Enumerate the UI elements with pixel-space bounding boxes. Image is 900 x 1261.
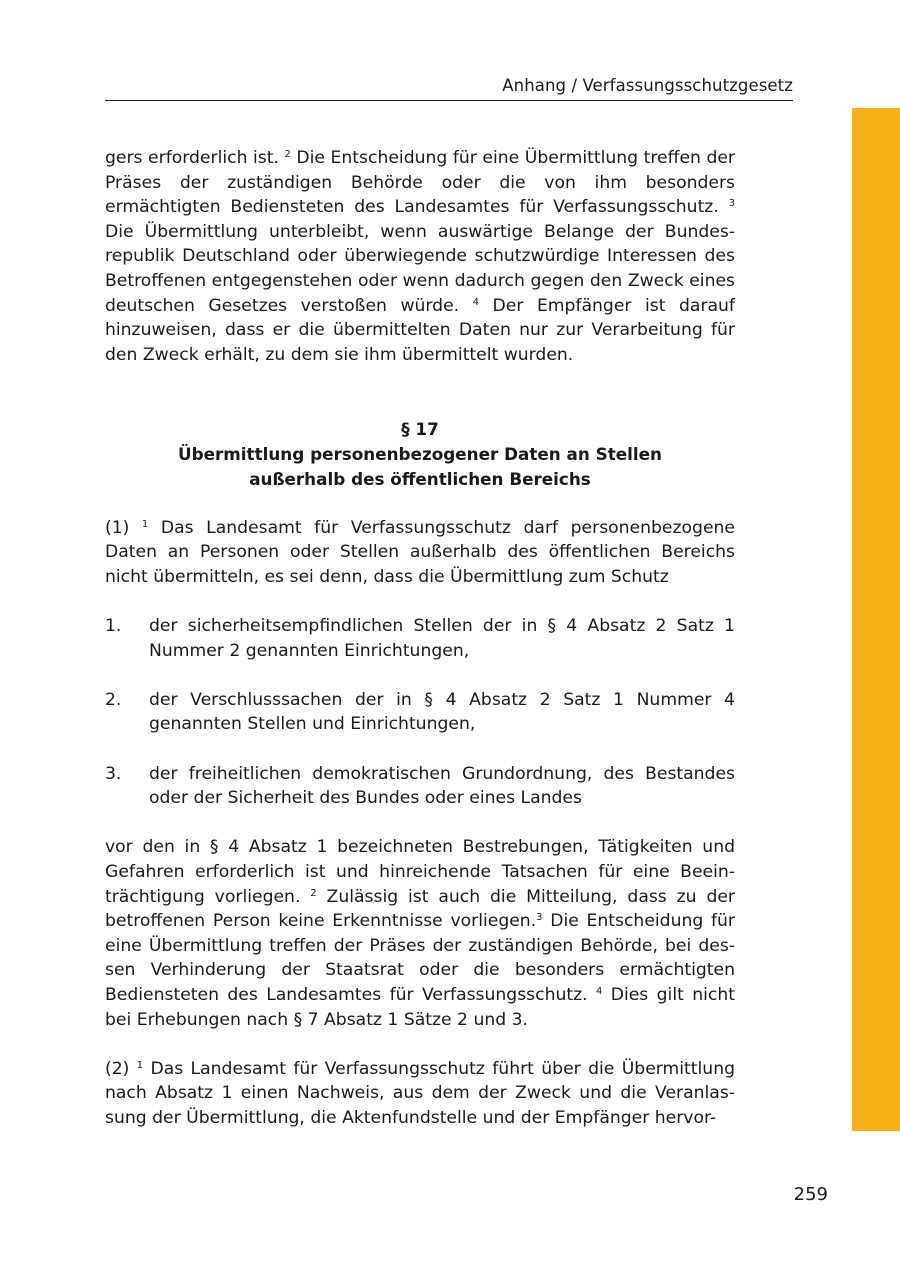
section-heading <box>105 417 735 491</box>
list-item: 1. der sicherheitsempfindlichen Stellen der in § 4 Absatz 2 Satz 1 Nummer 2 genannten Einrichtungen, <box>105 616 735 661</box>
chapter-thumb-tab <box>852 108 900 1131</box>
page-body <box>105 146 735 1131</box>
paragraph-2: (2) $^1$ Das Landesamt für Verfassungsschutz führt über die Übermittlung nach Absatz 1 einen Nachweis, aus dem der Zweck und die Veranlassung der Übermittlung, die Aktenfundstelle und der Empfänger hervor- <box>105 1058 735 1128</box>
paragraph-1-intro: (1) $^1$ Das Landesamt für Verfassungsschutz darf personenbezogene Daten an Personen oder Stellen außerhalb des öffentlichen Bereichs nicht übermitteln, es sei denn, dass die Übermittlung zum Schutz <box>105 517 735 587</box>
list-item: 2. der Verschlusssachen der in § 4 Absatz 2 Satz 1 Nummer 4 genannten Stellen und Einrichtungen, <box>105 689 735 735</box>
paragraph-1-tail: vor den in § 4 Absatz 1 bezeichneten Bestrebungen, Tätigkeiten und Gefahren erforderlich ist und hinreichende Tatsachen für eine Beeinträchtigung vorliegen. $^2$ Zulässig ist auch die Mitteilung, dass zu der betroffenen Person keine Erkenntnisse vorliegen.$^3$ Die Entscheidung für eine Übermittlung treffen der Präses der zuständigen Behörde, bei dessen Verhinderung der Staatsrat oder die besonders ermächtigten Bediensteten des Landesamtes für Verfassungsschutz. $^4$ Dies gilt nicht bei Erhebungen nach § 7 Absatz 1 Sätze 2 und 3. <box>105 837 735 1030</box>
section-title-line-1: Übermittlung personenbezogener Daten an Stellen <box>178 443 662 464</box>
page-number: 259 <box>793 1184 828 1205</box>
continuation-paragraph: gers erforderlich ist. $^2$ Die Entscheidung für eine Übermittlung treffen der Präses der zuständigen Behörde oder die von ihm besonders ermächtigten Bediensteten des Landesamtes für Verfassungsschutz. $^3$ Die Übermittlung unterbleibt, wenn auswärtige Belange der Bundesrepublik Deutschland oder überwiegende schutzwürdige Interessen des Betroffenen entgegenstehen oder wenn dadurch gegen den Zweck eines deutschen Gesetzes verstoßen würde. $^4$ Der Empfänger ist darauf hinzuweisen, dass er die übermittelten Daten nur zur Verarbeitung für den Zweck erhält, zu dem sie ihm übermittelt wurden. <box>105 148 736 365</box>
section-number: § 17 <box>401 419 439 440</box>
running-header: Anhang / Verfassungsschutzgesetz <box>105 76 793 101</box>
list-item: 3. der freiheitlichen demokratischen Grundordnung, des Bestandes oder der Sicherheit des Bundes oder eines Landes <box>105 763 735 809</box>
section-title-line-2: außerhalb des öffentlichen Bereichs <box>249 468 591 489</box>
